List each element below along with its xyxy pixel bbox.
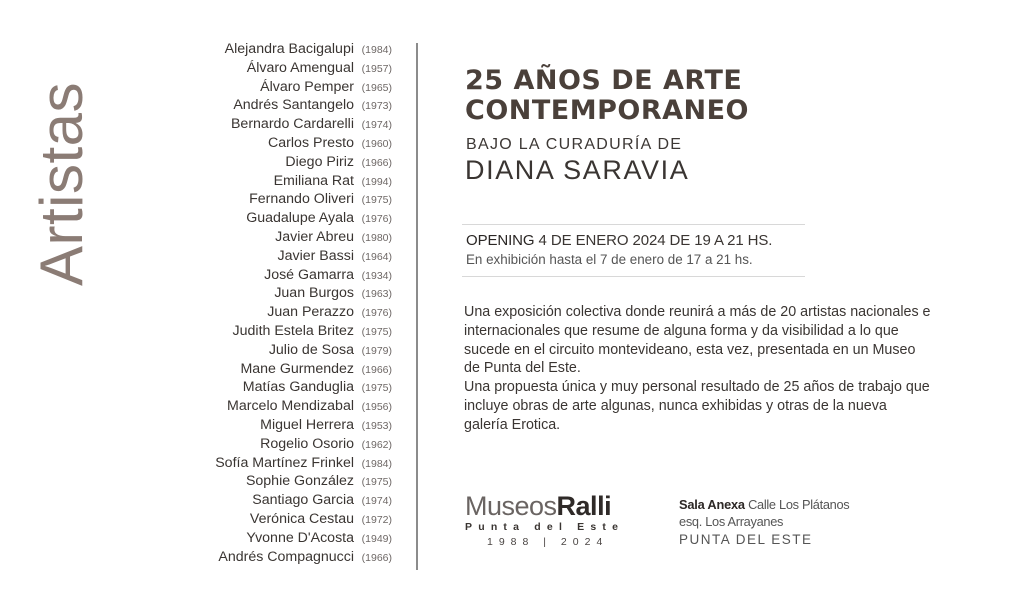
artist-item — [140, 190, 392, 209]
artist-item — [140, 59, 392, 78]
exhibit-dates: En exhibición hasta el 7 de enero de 17 a 21 hs. — [466, 252, 753, 267]
artist-item — [140, 228, 392, 247]
artist-item — [140, 153, 392, 172]
artist-name: Fernando Oliveri — [249, 191, 354, 208]
title-line-2: CONTEMPORANEO — [465, 95, 750, 126]
artist-name: Miguel Herrera — [260, 416, 354, 433]
artist-birth-year: (1974) — [361, 119, 392, 132]
artist-birth-year: (1966) — [361, 156, 392, 169]
vertical-divider — [416, 43, 418, 570]
opening-date: 4 DE ENERO 2024 DE 19 A 21 HS. — [534, 232, 773, 249]
artist-name: Andrés Compagnucci — [218, 548, 354, 565]
logo-light-text: Museos — [465, 491, 557, 521]
artist-item — [140, 378, 392, 397]
artist-item — [140, 529, 392, 548]
opening-label: OPENING — [466, 232, 535, 249]
artist-name: Santiago Garcia — [252, 492, 354, 509]
artist-name: Julio de Sosa — [268, 341, 354, 358]
artist-name: José Gamarra — [264, 266, 354, 283]
artist-item — [140, 491, 392, 510]
artist-item — [140, 303, 392, 322]
artist-name: Sofía Martínez Frinkel — [215, 454, 354, 471]
artist-birth-year: (1972) — [361, 513, 392, 526]
logo-bold-text: Ralli — [556, 491, 612, 521]
curator-label: BAJO LA CURADURÍA DE — [466, 136, 683, 153]
artist-name: Diego Piriz — [285, 153, 354, 170]
artist-item — [140, 172, 392, 191]
artist-name: Álvaro Amengual — [246, 59, 354, 76]
artist-birth-year: (1963) — [361, 288, 392, 301]
artist-birth-year: (1976) — [361, 213, 392, 226]
artist-birth-year: (1975) — [361, 476, 392, 489]
artist-item — [140, 134, 392, 153]
artist-name: Marcelo Mendizabal — [227, 398, 354, 415]
title-line-1: 25 AÑOS DE ARTE — [465, 65, 743, 96]
artist-item — [140, 341, 392, 360]
artist-item — [140, 266, 392, 285]
artist-birth-year: (1975) — [361, 194, 392, 207]
artist-birth-year: (1984) — [361, 457, 392, 470]
artist-item — [140, 397, 392, 416]
artist-item — [140, 247, 392, 266]
logo-wordmark — [465, 492, 645, 520]
artist-name: Alejandra Bacigalupi — [224, 41, 354, 57]
artist-item — [140, 78, 392, 97]
venue-street: Calle Los Plátanos — [744, 497, 850, 512]
artist-item — [140, 360, 392, 379]
venue-address — [679, 496, 849, 549]
logo-subtitle: Punta del Este — [465, 521, 625, 533]
artist-birth-year: (1957) — [361, 62, 392, 75]
artist-birth-year: (1974) — [361, 495, 392, 508]
artist-name: Mane Gurmendez — [240, 360, 354, 377]
artist-birth-year: (1976) — [361, 307, 392, 320]
artist-list — [140, 40, 392, 566]
artist-name: Rogelio Osorio — [260, 435, 354, 452]
artist-name: Bernardo Cardarelli — [230, 116, 354, 133]
venue-corner: esq. Los Arrayanes — [679, 514, 784, 529]
artist-birth-year: (1994) — [361, 175, 392, 188]
artist-item — [140, 510, 392, 529]
artists-section-label — [28, 48, 96, 320]
artist-item — [140, 454, 392, 473]
museos-ralli-logo — [465, 492, 645, 548]
artist-birth-year: (1962) — [361, 438, 392, 451]
artist-name: Matías Ganduglia — [242, 379, 354, 396]
description — [464, 303, 934, 435]
artists-heading: Artistas — [28, 81, 95, 287]
artist-birth-year: (1953) — [361, 419, 392, 432]
artist-birth-year: (1934) — [361, 269, 392, 282]
artist-item — [140, 416, 392, 435]
artist-birth-year: (1960) — [361, 137, 392, 150]
artist-item — [140, 435, 392, 454]
artist-item — [140, 40, 392, 59]
artist-name: Guadalupe Ayala — [246, 210, 354, 227]
artist-birth-year: (1966) — [361, 363, 392, 376]
venue-line-1 — [679, 496, 849, 513]
artist-name: Emiliana Rat — [273, 172, 354, 189]
artist-birth-year: (1975) — [361, 382, 392, 395]
artist-name: Verónica Cestau — [249, 510, 354, 527]
artist-name: Judith Estela Britez — [232, 322, 354, 339]
artist-birth-year: (1956) — [361, 401, 392, 414]
artist-birth-year: (1973) — [361, 100, 392, 113]
artist-item — [140, 115, 392, 134]
artist-birth-year: (1979) — [361, 344, 392, 357]
artist-name: Juan Burgos — [274, 285, 354, 302]
artist-item — [140, 322, 392, 341]
venue-name: Sala Anexa — [679, 497, 745, 512]
artist-birth-year: (1975) — [361, 325, 392, 338]
curator-name: DIANA SARAVIA — [465, 155, 690, 185]
artist-name: Andrés Santangelo — [233, 97, 354, 114]
logo-years: 1988 | 2024 — [487, 536, 609, 548]
artist-name: Javier Bassi — [277, 247, 354, 264]
artist-birth-year: (1949) — [361, 532, 392, 545]
artist-name: Javier Abreu — [275, 228, 354, 245]
artist-birth-year: (1984) — [361, 44, 392, 56]
artist-birth-year: (1965) — [361, 81, 392, 94]
artist-birth-year: (1980) — [361, 231, 392, 244]
artist-name: Sophie González — [245, 473, 354, 490]
artist-name: Yvonne D'Acosta — [246, 529, 354, 546]
artist-name: Álvaro Pemper — [260, 78, 354, 95]
exhibition-title — [465, 66, 749, 126]
artist-item — [140, 284, 392, 303]
top-rule — [462, 224, 805, 225]
artist-item — [140, 209, 392, 228]
description-paragraph-1: Una exposición colectiva donde reunirá a más de 20 artistas nacionales e internacionales que resume de alguna forma y da visibilidad a lo que sucede en el circuito montevideano, esta vez, presentada en un Museo de Punta del Este. — [464, 304, 931, 377]
venue-city: PUNTA DEL ESTE — [679, 532, 813, 547]
artist-birth-year: (1966) — [361, 551, 392, 564]
artist-name: Juan Perazzo — [267, 304, 354, 321]
artist-item — [140, 548, 392, 567]
bottom-rule — [462, 276, 805, 277]
artist-item — [140, 472, 392, 491]
artist-birth-year: (1964) — [361, 250, 392, 263]
artist-name: Carlos Presto — [268, 134, 354, 151]
description-paragraph-2: Una propuesta única y muy personal resultado de 25 años de trabajo que incluye obras de arte algunas, nunca exhibidas y otras de la nueva galería Erotica. — [464, 379, 930, 433]
opening-info — [466, 232, 772, 249]
artist-item — [140, 96, 392, 115]
